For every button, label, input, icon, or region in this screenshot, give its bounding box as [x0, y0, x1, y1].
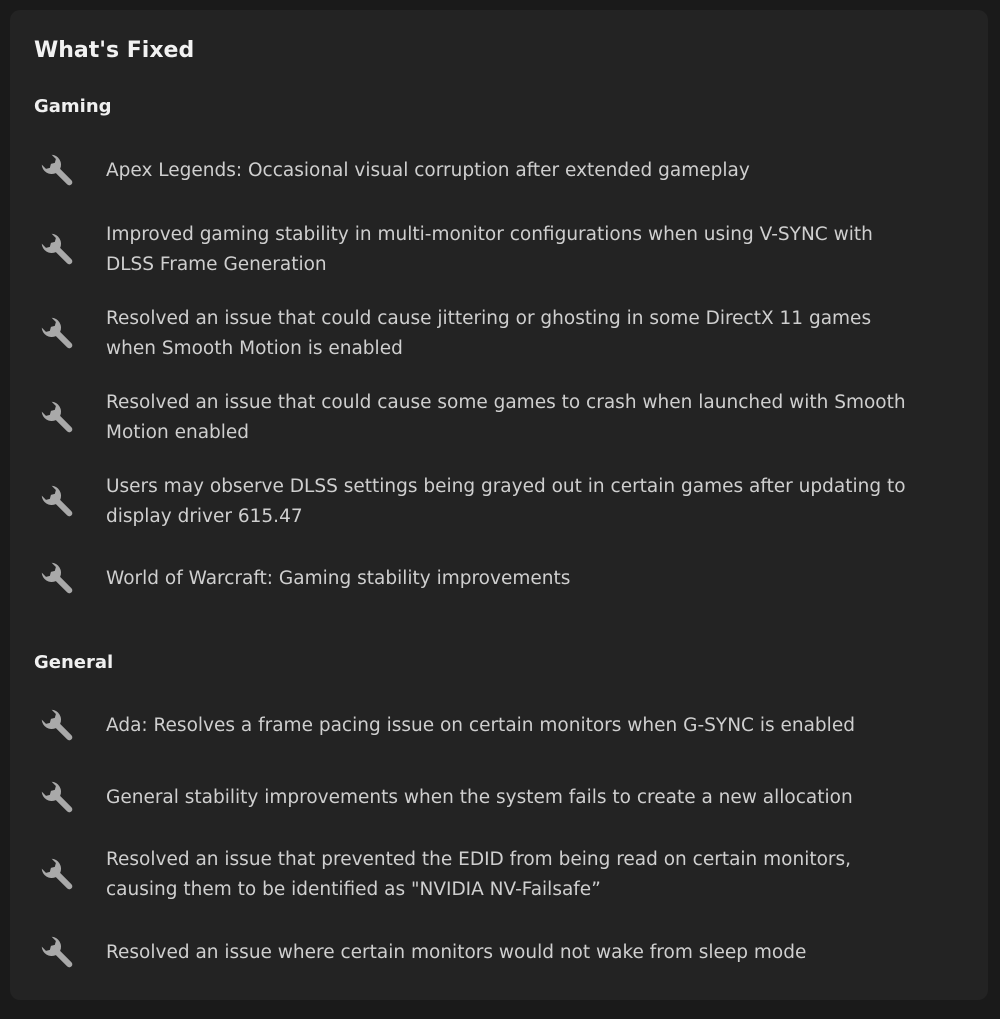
item-text-line: Resolved an issue that prevented the EDID from being read on certain monitors,	[106, 849, 852, 870]
wrench-icon	[38, 151, 78, 191]
wrench-icon	[38, 706, 78, 746]
wrench-icon	[38, 398, 78, 438]
item-text-line: DLSS Frame Generation	[106, 254, 327, 275]
item-text-line: World of Warcraft: Gaming stability improvements	[106, 568, 571, 589]
whats-fixed-panel	[10, 10, 988, 1000]
wrench-icon	[38, 933, 78, 973]
wrench-icon	[38, 482, 78, 522]
item-text-line: display driver 615.47	[106, 506, 303, 527]
item-text-line: when Smooth Motion is enabled	[106, 338, 403, 359]
wrench-icon	[38, 314, 78, 354]
item-text-line: Resolved an issue that could cause jittering or ghosting in some DirectX 11 games	[106, 308, 872, 329]
item-text-line: causing them to be identified as "NVIDIA NV-Failsafe”	[106, 879, 601, 900]
item-text-line: Improved gaming stability in multi-monitor configurations when using V-SYNC with	[106, 224, 873, 245]
wrench-icon	[38, 778, 78, 818]
panel-title: What's Fixed	[34, 38, 195, 63]
item-text-line: Ada: Resolves a frame pacing issue on certain monitors when G-SYNC is enabled	[106, 715, 855, 736]
wrench-icon	[38, 230, 78, 270]
wrench-icon	[38, 855, 78, 895]
item-text-line: Motion enabled	[106, 422, 250, 443]
section-title-general: General	[34, 652, 114, 673]
item-text-line: General stability improvements when the system fails to create a new allocation	[106, 787, 853, 808]
item-text-line: Resolved an issue where certain monitors would not wake from sleep mode	[106, 942, 807, 963]
item-text-line: Apex Legends: Occasional visual corruption after extended gameplay	[106, 160, 750, 181]
item-text-line: Users may observe DLSS settings being grayed out in certain games after updating to	[106, 476, 906, 497]
item-text-line: Resolved an issue that could cause some games to crash when launched with Smooth	[106, 392, 906, 413]
wrench-icon	[38, 559, 78, 599]
section-title-gaming: Gaming	[34, 96, 112, 117]
